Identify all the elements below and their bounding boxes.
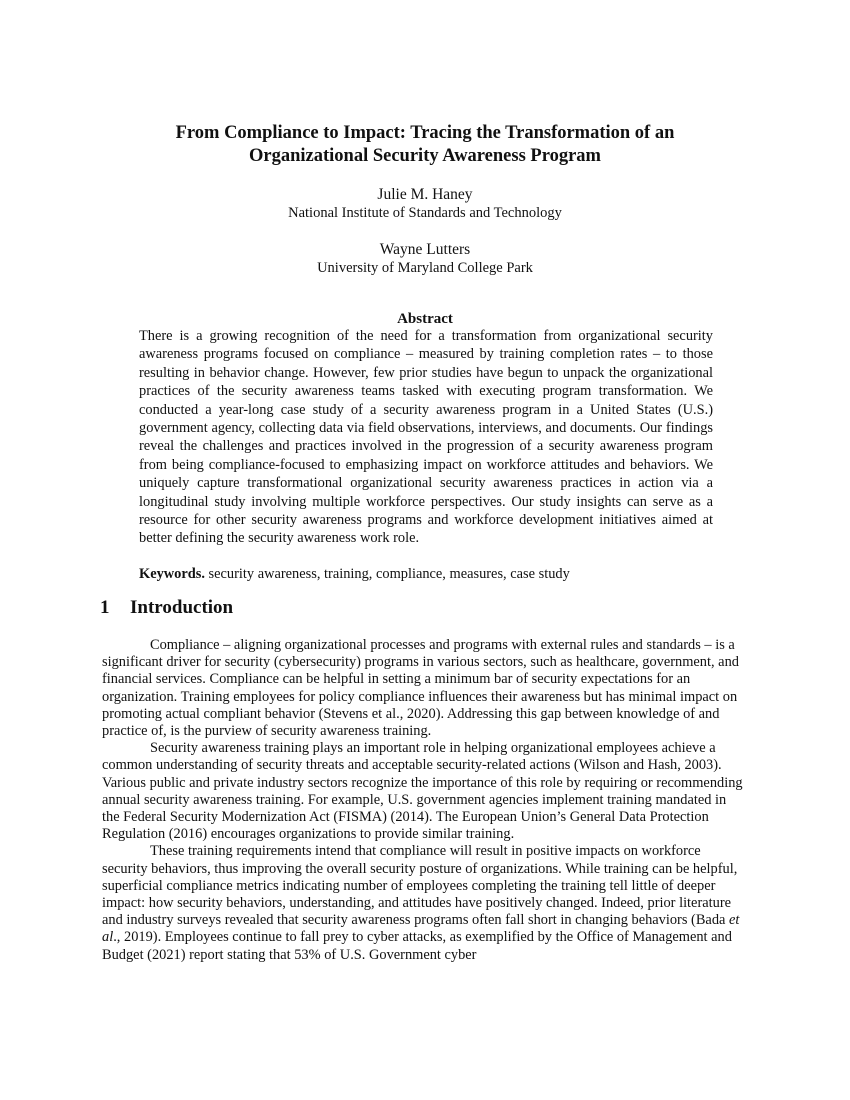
author-2 — [100, 240, 750, 277]
paragraph-text: ., 2019). Employees continue to fall prey to cyber attacks, as exemplified by the Office of Management and Budget (2021) report stating that 53% of U.S. Government cyber — [102, 929, 732, 963]
section-heading — [100, 596, 750, 620]
paragraph — [102, 843, 747, 963]
abstract-text: There is a growing recognition of the need for a transformation from organizational security awareness programs focused on compliance – measured by training completion rates – to those resulting in behavior change. However, few prior studies have begun to unpack the organizational practices of the security awareness teams tasked with executing program transformation. We conducted a year-long case study of a security awareness program in a United States (U.S.) government agency, collecting data via field observations, interviews, and documents. Our findings reveal the challenges and practices involved in the progression of a security awareness program from being compliance-focused to emphasizing impact on workforce attitudes and behaviors. We uniquely capture transformational organizational security awareness practices in action via a longitudinal study involving multiple workforce perspectives. Our study insights can serve as a resource for other security awareness programs and workforce development initiatives aimed at better defining the security awareness work role. — [139, 328, 713, 547]
paragraph-text: These training requirements intend that compliance will result in positive impacts on workforce security behaviors, thus improving the overall security posture of organizations. While training can be helpful, superficial compliance metrics indicating number of employees completing the training tell little of deeper impact: how security behaviors, understanding, and attitudes have positively changed. Indeed, prior literature and industry surveys revealed that security awareness programs often fall short in changing behaviors (Bada — [102, 843, 738, 929]
author-affiliation: University of Maryland College Park — [317, 260, 533, 276]
title-line-1: From Compliance to Impact: Tracing the Transformation of an — [175, 123, 675, 143]
author-name: Wayne Lutters — [379, 241, 471, 258]
title-line-2: Organizational Security Awareness Program — [249, 146, 601, 166]
abstract-heading: Abstract — [397, 311, 453, 327]
paragraph: Compliance – aligning organizational processes and programs with external rules and standards – is a significant driver for security (cybersecurity) programs in various sectors, such as healthcare, government, and financial services. Compliance can be helpful in setting a minimum bar of security expectations for an organization. Training employees for policy compliance influences their awareness but has minimal impact on promoting actual compliant behavior (Stevens et al., 2020). Addressing this gap between knowledge of and practice of, is the purview of security awareness training. — [102, 637, 739, 740]
introduction-body — [102, 637, 747, 964]
author-1 — [100, 185, 750, 222]
section-title: Introduction — [130, 597, 234, 618]
section-number: 1 — [100, 597, 110, 618]
paragraph: Security awareness training plays an important role in helping organizational employees achieve a common understanding of security threats and acceptable security-related actions (Wilson and Hash, 2003). Various public and private industry sectors recognize the importance of this role by requiring or recommending annual security awareness training. For example, U.S. government agencies implement training mandated in the Federal Security Modernization Act (FISMA) (2014). The European Union’s General Data Protection Regulation (2016) encourages organizations to provide similar training. — [102, 740, 743, 843]
author-name: Julie M. Haney — [377, 186, 473, 203]
paper-title — [100, 122, 750, 168]
author-affiliation: National Institute of Standards and Technology — [288, 205, 562, 221]
keywords-list: security awareness, training, compliance, measures, case study — [204, 566, 570, 582]
keywords-label: Keywords. — [139, 566, 205, 582]
italic-text: et al — [102, 912, 740, 946]
abstract-body — [139, 327, 713, 548]
keywords — [139, 565, 739, 583]
